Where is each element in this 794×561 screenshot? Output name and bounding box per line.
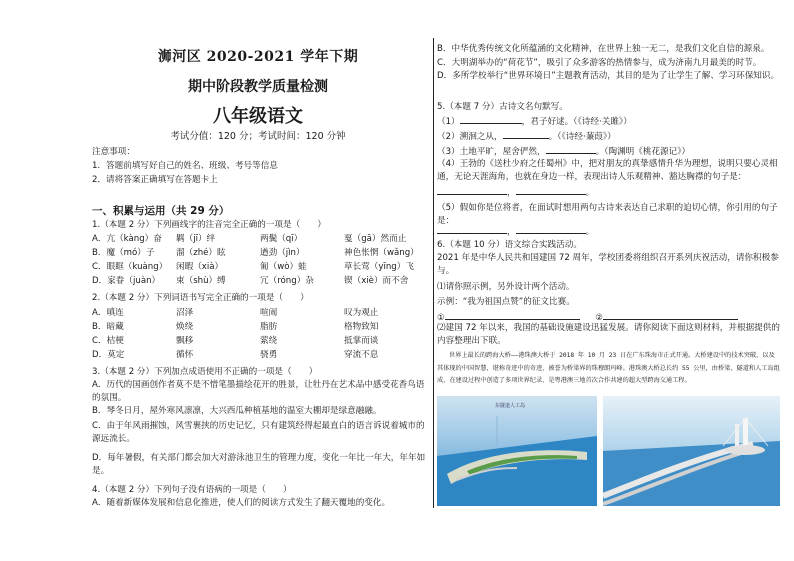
option-cell: 骁勇: [260, 350, 278, 360]
answer-blank[interactable]: [437, 185, 507, 195]
answer-blank[interactable]: [437, 224, 507, 234]
notes-heading: 注意事项：: [92, 147, 135, 157]
option-cell: 格物致知: [344, 322, 379, 332]
option-row: [92, 261, 428, 273]
option-cell: 循怀: [176, 350, 194, 360]
option-row: [92, 335, 428, 347]
option-text: A．历代的国画创作者莫不是不惜笔墨描绘花开的胜景，让牡丹在艺术品中感受花香鸟语的氛围。: [92, 380, 425, 403]
option-cell: B．魔（mó）子: [92, 248, 155, 258]
option-row: [92, 247, 428, 259]
poem-question-text: （5）假如你是位将者，在面试时想用两句古诗来表达自己求职的迫切心情，你引用的句子是：: [437, 203, 778, 226]
option-cell: 两鬓（qī）: [260, 234, 303, 244]
question-stem: 5.（本题 7 分）古诗文名句默写。: [437, 102, 568, 112]
artificial-island-photo: [437, 396, 597, 506]
option-text: D．多所学校举行“世界环境日”主题教育活动，其目的是为了让学生了解、学习环保知识。: [437, 71, 780, 81]
option-cell: 闲暇（xià）: [176, 262, 224, 272]
option-cell: D．莫定: [92, 350, 125, 360]
option-cell: A．亢（kàng）奋: [92, 234, 162, 244]
option-text: D．每年暑假，有关部门都会加大对游泳池卫生的管理力度，变化一年比一年大，年年如是。: [92, 453, 426, 476]
option-cell: 束（shù）缚: [176, 276, 226, 286]
option-cell: 沼泽: [176, 308, 194, 318]
option-cell: 萦绕: [260, 336, 278, 346]
option-cell: 神色怅惘（wǎng）: [344, 248, 419, 258]
option-cell: C．眼眶（kuàng）: [92, 262, 168, 272]
option-text: A．随着新媒体发展和信息化推进，使人们的阅读方式发生了翻天覆地的变化。: [92, 498, 391, 508]
option-row: [92, 321, 428, 333]
answer-blank[interactable]: [503, 129, 549, 139]
exam-subject: 八年级语文: [213, 106, 303, 127]
section-title: 一、积累与运用（共 29 分）: [92, 205, 230, 217]
answer-blank[interactable]: [546, 144, 596, 154]
answer-blank[interactable]: [516, 224, 586, 234]
poem-question-text: （4）王勃的《送杜少府之任蜀州》中，把对朋友的真挚感情升华为理想，说明只要心灵相通，无论天涯海角，也就在身边一样，表现出诗人乐观精神、豁达胸襟的句子是：: [437, 159, 778, 182]
question-stem: 3.（本题 2 分）下列加点成语使用不正确的一项是（ ）: [92, 367, 318, 377]
note-item: 1．答题前填写好自己的姓名、班级、考号等信息: [92, 161, 278, 171]
option-cell: A．嗔连: [92, 308, 124, 318]
column-divider: [433, 38, 434, 508]
option-cell: 冗（róng）杂: [260, 276, 314, 286]
question-stem: 6.（本题 10 分）语文综合实践活动。: [437, 240, 582, 250]
answer-line: ， 。: [437, 224, 594, 237]
option-cell: 溜（zhé）眩: [176, 248, 226, 258]
option-cell: 焕绕: [176, 322, 194, 332]
poem-blank-item: [437, 114, 632, 127]
blank-prefix: （2）溯洄之从，: [437, 132, 503, 142]
option-cell: 遒劲（jìn）: [260, 248, 305, 258]
question-stem: 1.（本题 2 分）下列画线字的注音完全正确的一项是（ ）: [92, 220, 326, 230]
task-text: ⑴请你照示例，另外设计两个活动。: [437, 282, 575, 292]
blank-suffix: 。（《诗经·蒹葭》）: [548, 132, 616, 142]
option-row: [92, 233, 428, 245]
answer-blank[interactable]: [603, 310, 738, 320]
option-text: B．中华优秀传统文化所蕴涵的文化精神，在世界上独一无二，是我们文化自信的源泉。: [437, 44, 770, 54]
island-illustration: [437, 396, 597, 506]
blank-suffix: ，君子好逑。（《诗经·关雎》）: [521, 117, 632, 127]
option-cell: 锲（xiè）而不舍: [344, 276, 409, 286]
blank-marker: ②: [595, 313, 603, 323]
option-row: [92, 275, 428, 287]
option-cell: B．暗藏: [92, 322, 124, 332]
option-text: C．大明湖举办的“荷花节”，吸引了众多游客的热情参与，成为济南九月最美的时节。: [437, 58, 762, 68]
option-row: [92, 349, 428, 361]
photo-caption: 东隧道人工岛: [495, 403, 526, 409]
option-row: [92, 307, 428, 319]
answer-blank[interactable]: [445, 310, 580, 320]
poem-blank-item: [437, 144, 690, 157]
bridge-photo: [603, 396, 780, 506]
question-intro: 2021 年是中华人民共和国建国 72 周年，学校团委将组织召开系列庆祝活动，请你积极参与。: [437, 253, 779, 276]
poem-blank-item: [437, 129, 616, 142]
bridge-illustration: [603, 396, 780, 506]
question-stem: 2.（本题 2 分）下列词语书写完全正确的一项是（ ）: [92, 293, 309, 303]
reading-material: 世界上最长的跨海大桥——港珠澳大桥于 2018 年 10 月 23 日在广东珠海市正式开通。大桥建设中的技术突破，以及其体现的中国智慧，堪称奇迹中的奇迹，被誉为桥梁界的珠穆朗玛峰。港珠澳大桥总长约 55 公里，由桥梁、隧道和人工岛组成，在建设过程中创造了多项世界纪录，是粤港澳三地首次合作共建的超大型跨海交通工程。: [437, 352, 780, 384]
option-cell: D．家眷（juàn）: [92, 276, 161, 286]
example-text: 示例：“我为祖国点赞”的征文比赛。: [437, 297, 575, 307]
answer-blank[interactable]: [460, 114, 522, 124]
answer-line: ， 。: [437, 185, 594, 198]
option-cell: 抵掌而谈: [344, 336, 379, 346]
note-item: 2．请将答案正确填写在答题卡上: [92, 175, 218, 185]
blank-marker: ①: [437, 313, 445, 323]
option-text: C．由于年风雨摧蚀，风雪裹挟的历史记忆，只有建筑经得起最直白的语言诉说着城市的源远流长。: [92, 421, 425, 444]
option-cell: 飘移: [176, 336, 194, 346]
blank-prefix: （1）: [437, 117, 460, 127]
option-cell: 穿流不息: [344, 350, 379, 360]
blank-suffix: 。（陶渊明《桃花源记》）: [595, 147, 691, 157]
task-text: ⑵建国 72 年以来，我国的基础设施建设迅猛发展。请你阅读下面这则材料，并根据提供的内容整理出下联。: [437, 323, 780, 346]
option-cell: 戛（gā）然而止: [344, 234, 407, 244]
option-cell: C．桔梗: [92, 336, 124, 346]
exam-title-district: 浉河区 2020-2021 学年下期: [157, 49, 359, 65]
option-cell: 匍（wò）蛙: [260, 262, 307, 272]
option-cell: 喧闹: [260, 308, 278, 318]
option-cell: 草长莺（yīng）飞: [344, 262, 414, 272]
option-cell: 羁（jī）绊: [176, 234, 216, 244]
answer-blank[interactable]: [516, 185, 586, 195]
option-cell: 叹为观止: [344, 308, 379, 318]
option-cell: 脂肪: [260, 322, 278, 332]
option-text: B．琴冬日月，屋外寒风凛凛，大兴西瓜种植基地的温室大棚却是绿意融融。: [92, 406, 382, 416]
question-stem: 4.（本题 2 分）下列句子没有语病的一项是（ ）: [92, 485, 292, 495]
exam-info: 考试分值：120 分；考试时间：120 分钟: [170, 131, 346, 142]
exam-title-name: 期中阶段教学质量检测: [188, 79, 328, 95]
blank-prefix: （3）土地平旷，屋舍俨然，: [437, 147, 546, 157]
